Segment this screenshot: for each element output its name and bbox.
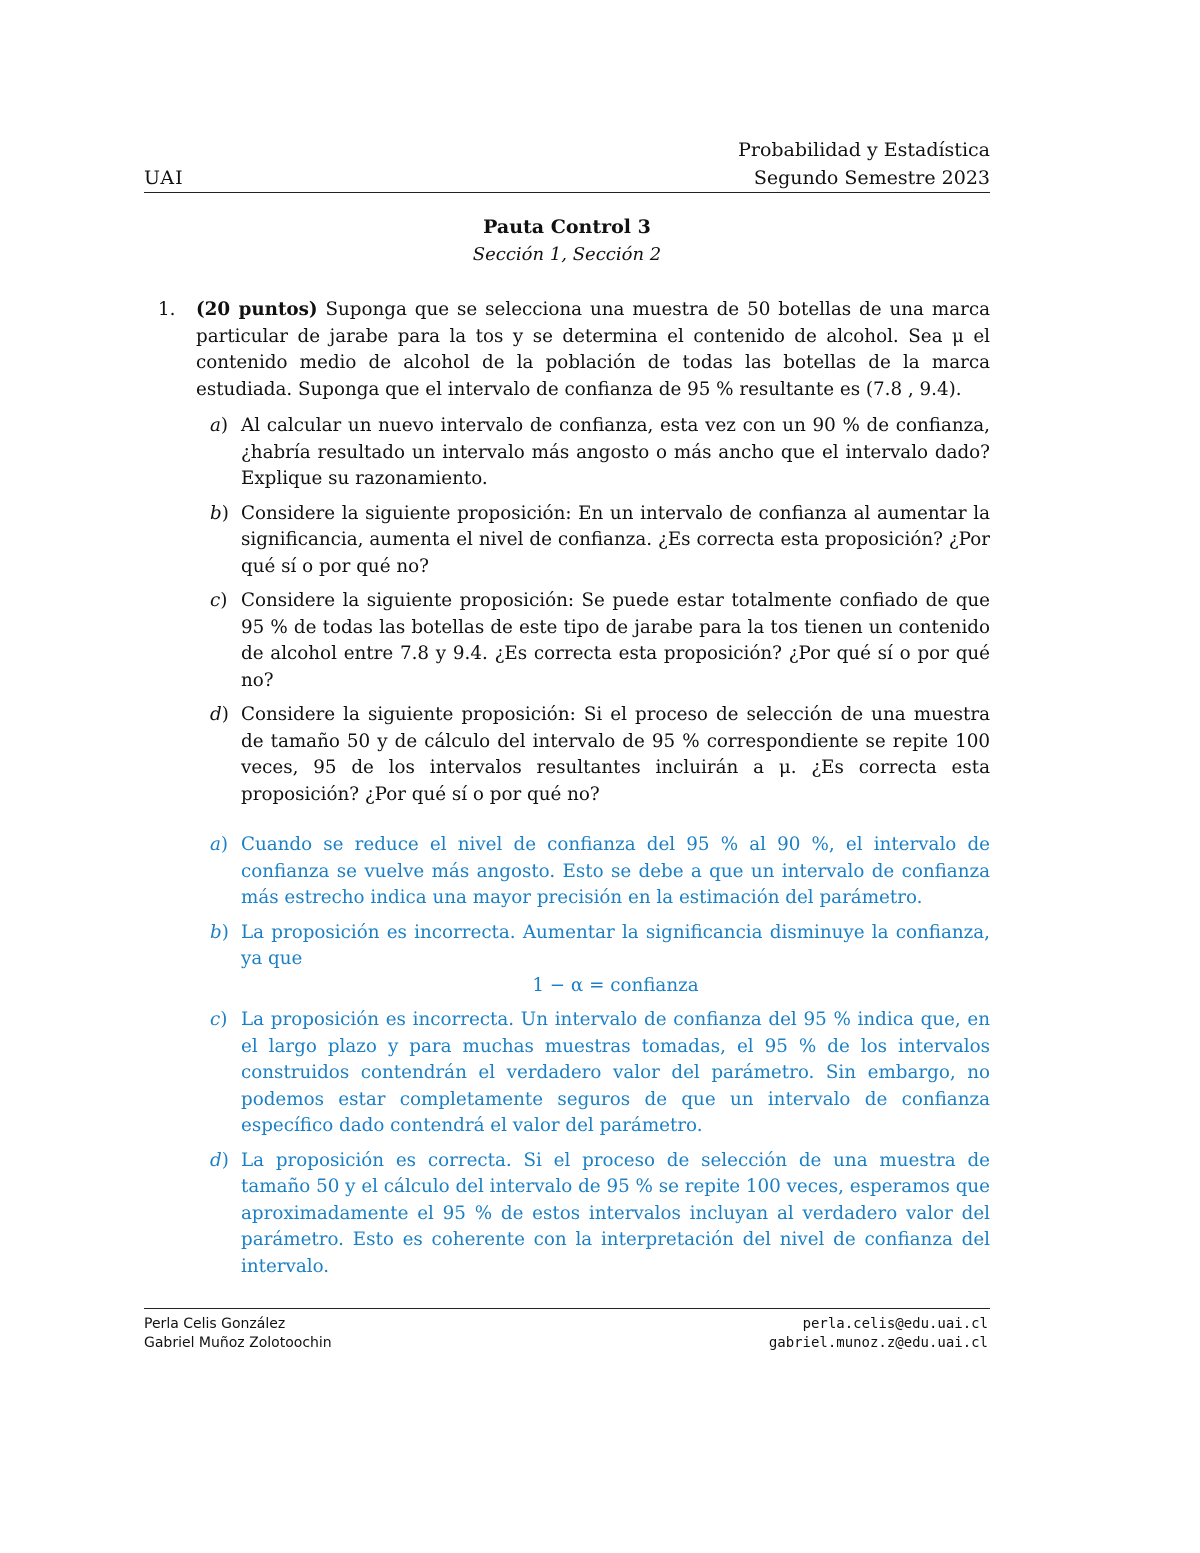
answer-label: c) (210, 1009, 228, 1030)
answer-item (196, 1007, 990, 1140)
document-subtitle: Sección 1, Sección 2 (472, 244, 662, 265)
footer-authors (144, 1315, 332, 1353)
part-text: Al calcular un nuevo intervalo de confianza, esta vez con un 90 % de confianza, ¿habría resultado un intervalo más angosto o más ancho que el intervalo dado? Explique su razonamiento. (241, 415, 990, 489)
part-text: Considere la siguiente proposición: En un intervalo de confianza al aumentar la significancia, aumenta el nivel de confianza. ¿Es correcta esta proposición? ¿Por qué sí o por qué no? (241, 502, 990, 577)
question-text: Suponga que se selecciona una muestra de 50 botellas de una marca particular de jarabe para la tos y se determina el contenido de alcohol. Sea μ el contenido medio de alcohol de la población de todas las botellas de la marca estudiada. Suponga que el intervalo de confianza de 95 % resultante es (7.8 , 9.4). (196, 299, 991, 400)
question-statement (196, 297, 990, 403)
course-name: Probabilidad y Estadística (738, 139, 990, 161)
question-block (144, 297, 990, 403)
part-label: b) (210, 502, 229, 524)
answer-label: b) (210, 921, 229, 943)
answers-block (196, 832, 990, 1280)
part-label: a) (210, 415, 229, 436)
part-label: d) (210, 704, 229, 725)
part-text: Considere la siguiente proposición: Se puede estar totalmente confiado de que 95 % de todas las botellas de este tipo de jarabe para la tos tienen un contenido de alcohol entre 7.8 y 9.4. ¿Es correcta esta proposición? ¿Por qué sí o por qué no? (241, 590, 990, 691)
question-part (196, 501, 990, 581)
semester: Segundo Semestre 2023 (753, 167, 990, 189)
answer-formula: 1 − α = confianza (532, 974, 699, 996)
part-label: c) (210, 590, 228, 611)
part-text: Considere la siguiente proposición: Si el proceso de selección de una muestra de tamaño 50 y de cálculo del intervalo de 95 % correspondiente se repite 100 veces, 95 de los intervalos resultantes incluirán a μ. ¿Es correcta esta proposición? ¿Por qué sí o por qué no? (241, 704, 990, 805)
author-email: gabriel.munoz.z@edu.uai.cl (768, 1335, 988, 1351)
author-name: Perla Celis González (144, 1316, 286, 1332)
document-title: Pauta Control 3 (483, 216, 651, 238)
question-number: 1. (158, 299, 176, 320)
answer-item (196, 1148, 990, 1281)
footer-emails (769, 1315, 988, 1353)
question-parts (196, 413, 990, 1280)
header-rule (144, 192, 990, 193)
answer-item (196, 920, 990, 1000)
answer-text: La proposición es incorrecta. Aumentar la significancia disminuye la confianza, ya que (241, 921, 990, 969)
answer-text: La proposición es correcta. Si el proceso de selección de una muestra de tamaño 50 y el cálculo del intervalo de 95 % se repite 100 veces, esperamos que aproximadamente el 95 % de estos intervalos incluyan al verdadero valor del parámetro. Esto es coherente con la interpretación del nivel de confianza del intervalo. (241, 1149, 990, 1277)
answer-item (196, 832, 990, 912)
answer-text: La proposición es incorrecta. Un intervalo de confianza del 95 % indica que, en el largo plazo y para muchas muestras tomadas, el 95 % de los intervalos construidos contendrán el verdadero valor del parámetro. Sin embargo, no podemos estar completamente seguros de que un intervalo de confianza específico dado contendrá el valor del parámetro. (241, 1009, 990, 1136)
answer-label: a) (210, 834, 229, 855)
answer-label: d) (210, 1149, 229, 1171)
institution: UAI (144, 167, 184, 189)
question-points: (20 puntos) (196, 299, 318, 320)
answer-text: Cuando se reduce el nivel de confianza del 95 % al 90 %, el intervalo de confianza se vuelve más angosto. Esto se debe a que un intervalo de confianza más estrecho indica una mayor precisión en la estimación del parámetro. (241, 834, 990, 908)
question-part (196, 588, 990, 694)
author-name: Gabriel Muñoz Zolotoochin (144, 1335, 332, 1351)
footer-rule (144, 1308, 990, 1309)
author-email: perla.celis@edu.uai.cl (802, 1316, 988, 1332)
header-right (738, 136, 990, 192)
document-body (144, 297, 990, 1288)
question-part (196, 702, 990, 808)
question-part (196, 413, 990, 493)
